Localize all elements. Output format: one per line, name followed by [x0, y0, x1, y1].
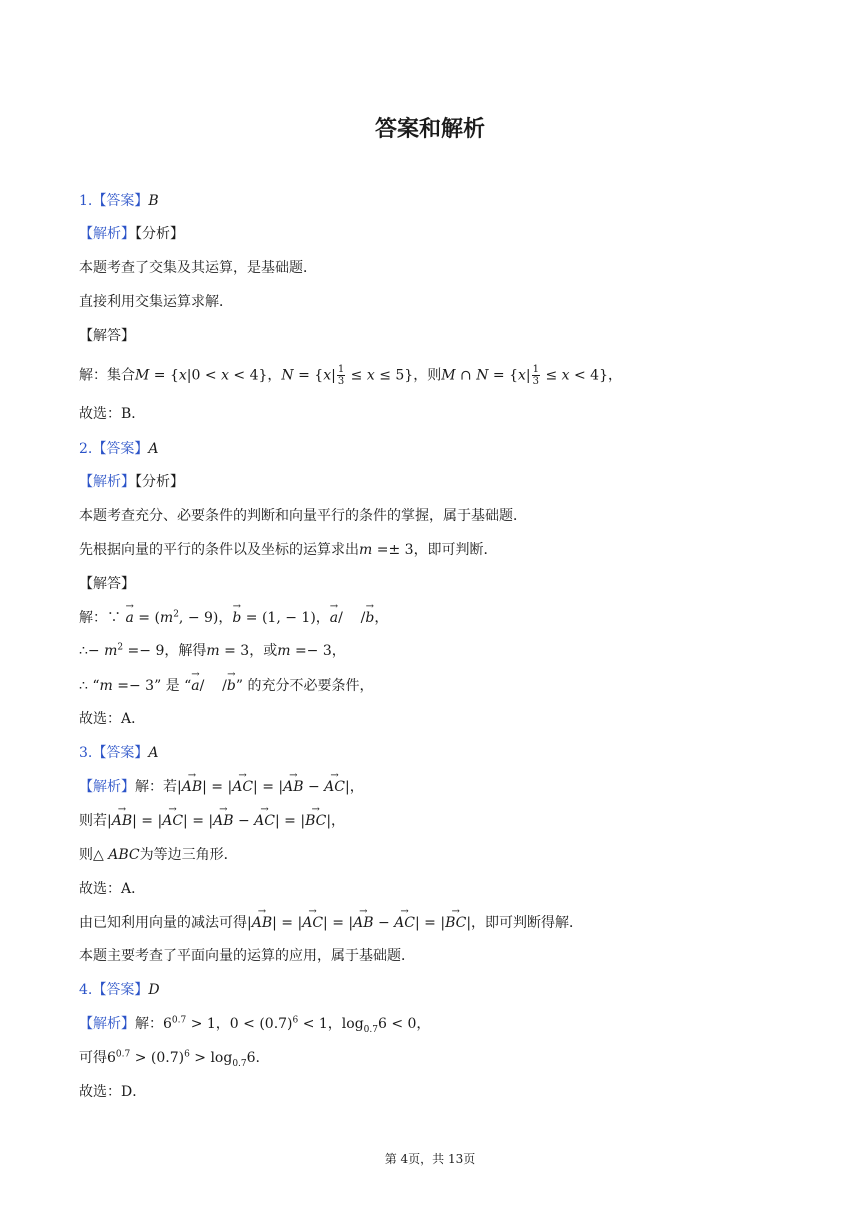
q4-number: 4.	[79, 982, 93, 998]
q3-answer-letter: A	[148, 745, 159, 761]
q2-choice: 故选：A．	[79, 711, 146, 727]
q3-choice: 故选：A．	[79, 881, 146, 897]
q2-jiexi-tag: 【解析】	[79, 474, 135, 490]
q4-jiexi-tag: 【解析】	[79, 1016, 135, 1032]
q1-answer-letter: B	[148, 193, 159, 209]
q1-analysis-line2: 直接利用交集运算求解．	[79, 294, 233, 310]
q2-answer-letter: A	[148, 441, 159, 457]
q2-jiede: ，解得	[164, 643, 207, 659]
page-footer: 第 4页，共 13页	[384, 1152, 476, 1166]
q3-answer-line	[79, 743, 158, 763]
q4-line2: 可得$6^{0.7} > (0.7)^6 > \log_{0.7}6$.	[79, 1049, 260, 1069]
q1-set-formula: M	[135, 367, 150, 384]
q1-answer-tag: 【答案】	[92, 193, 149, 209]
q3-line5-suffix: ，即可判断得解．	[471, 915, 584, 931]
q3-line3-suffix: 为等边三角形．	[139, 847, 238, 863]
q3-line6: 本题主要考查了平面向量的运算的应用，属于基础题．	[79, 948, 415, 964]
q3-line2-prefix: 则若	[79, 813, 107, 829]
q2-jieda-tag: 【解答】	[79, 576, 135, 592]
q4-answer-line	[79, 980, 160, 1000]
q3-jiexi-tag: 【解析】	[79, 779, 135, 795]
q1-analysis-line1: 本题考查了交集及其运算，是基础题．	[79, 260, 317, 276]
q2-answer-line	[79, 439, 158, 459]
q1-choice: 故选：B．	[79, 406, 146, 422]
q3-line2: 则若|→ AB| = |→ AC| = |→ AB − → AC| = |→ BC|，	[79, 811, 345, 831]
q2-solution-line1: 解：∵ → $a = (m^2$, − 9)，→ b = (1, − 1)，→ a/ /→ b，	[79, 608, 388, 628]
q2-analysis-tags	[79, 472, 184, 492]
q4-line1: 【解析】解：$6^{0.7} > 1$，$0 < (0.7)^6 < 1$，$\log_{0.7}6 < 0$，	[79, 1015, 431, 1035]
q3-line5: 由已知利用向量的减法可得|→ AB| = |→ AC| = |→ AB − → AC| = |→ BC|，即可判断得解．	[79, 913, 583, 933]
q4-choice: 故选：D．	[79, 1084, 147, 1100]
q2-chongfen: 的充分不必要条件，	[247, 678, 374, 694]
page-title: 答案和解析	[374, 117, 485, 142]
q3-line1-prefix: 解：若	[135, 779, 177, 795]
q1-fenxi-tag: 【分析】	[135, 226, 184, 242]
q2-analysis-line1: 本题考查充分、必要条件的判断和向量平行的条件的掌握，属于基础题．	[79, 508, 527, 524]
q2-solution-line3: ∴ “m =− 3” 是 “→ a/ /→ b” 的充分不必要条件，	[79, 676, 373, 696]
q4-answer-letter: D	[148, 982, 160, 998]
q3-line5-prefix: 由已知利用向量的减法可得	[79, 915, 247, 931]
q2-huo: ，或	[249, 643, 278, 659]
q1-jiexi-tag: 【解析】	[79, 226, 135, 242]
q1-number: 1.	[79, 193, 93, 209]
q3-answer-tag: 【答案】	[92, 745, 149, 761]
q4-line2-prefix: 可得	[79, 1050, 107, 1066]
q2-solution-line2: ∴− $m^2 =- 9$，解得m = 3，或m =− 3，	[79, 642, 346, 659]
q2-number: 2.	[79, 441, 93, 457]
q2-solution-prefix: 解：	[79, 610, 107, 626]
q2-analysis-prefix: 先根据向量的平行的条件以及坐标的运算求出	[79, 542, 359, 558]
q2-fenxi-tag: 【分析】	[135, 474, 184, 490]
q2-analysis-suffix: ，即可判断．	[413, 542, 498, 558]
q1-solution-prefix: 解：集合	[79, 367, 135, 384]
q4-answer-tag: 【答案】	[92, 982, 149, 998]
q4-line1-prefix: 解：	[135, 1016, 163, 1032]
q1-solution-line: 解：集合M = {x|0 < x < 4}，N = {x| $\frac{1}{3}$ ≤ x ≤ 5}，则M ∩ N = {x| $\frac{1}{3}$ ≤ x < 4}，	[79, 364, 622, 387]
q1-analysis-tags	[79, 224, 184, 244]
q3-line1: 【解析】解：若|→ AB| = |→ AC| = |→ AB − → AC|，	[79, 777, 364, 797]
q1-jieda-tag: 【解答】	[79, 328, 135, 344]
q3-line3: 则△ ABC为等边三角形．	[79, 847, 238, 863]
q3-number: 3.	[79, 745, 93, 761]
q2-answer-tag: 【答案】	[92, 441, 149, 457]
q2-analysis-line2: 先根据向量的平行的条件以及坐标的运算求出m =± 3，即可判断．	[79, 542, 498, 558]
q1-answer-line	[79, 191, 159, 211]
q3-line3-prefix: 则	[79, 847, 93, 863]
